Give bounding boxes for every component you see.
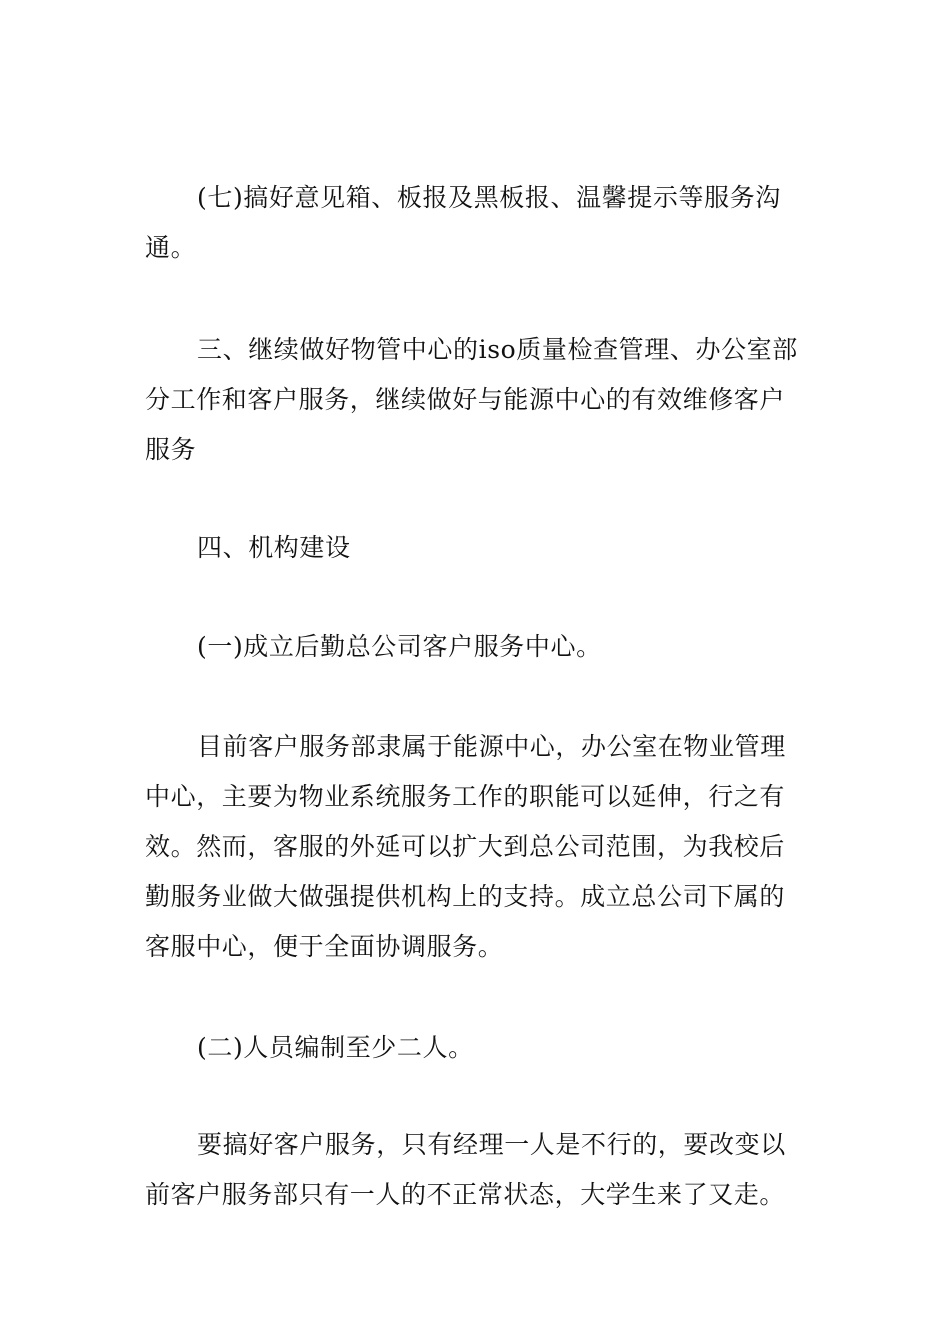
paragraph-item-1 [145,622,807,672]
paragraph-line: 分工作和客户服务，继续做好与能源中心的有效维修客户 [145,385,786,414]
paragraph-line: 三、继续做好物管中心的iso质量检查管理、办公室部 [197,335,798,364]
paragraph-line: 四、机构建设 [197,533,351,562]
paragraph-line: (七)搞好意见箱、板报及黑板报、温馨提示等服务沟 [197,183,781,212]
section-heading-4 [145,523,807,573]
paragraph-body-1 [145,722,807,972]
paragraph-line: 客服中心，便于全面协调服务。 [145,932,504,961]
paragraph-body-2 [145,1120,807,1220]
paragraph-line: 通。 [145,233,197,262]
paragraph-line: (二)人员编制至少二人。 [197,1033,474,1062]
paragraph-line: 要搞好客户服务，只有经理一人是不行的，要改变以 [197,1130,786,1159]
paragraph-line: 效。然而，客服的外延可以扩大到总公司范围，为我校后 [145,832,786,861]
paragraph-line: 勤服务业做大做强提供机构上的支持。成立总公司下属的 [145,882,786,911]
paragraph-item-7-feedback [145,173,807,273]
paragraph-line: 前客户服务部只有一人的不正常状态，大学生来了又走。 [145,1180,786,1209]
paragraph-item-2 [145,1023,807,1073]
paragraph-line: 服务 [145,435,197,464]
paragraph-line: 中心，主要为物业系统服务工作的职能可以延伸，行之有 [145,782,786,811]
paragraph-section-3 [145,325,807,475]
paragraph-line: 目前客户服务部隶属于能源中心，办公室在物业管理 [197,732,786,761]
paragraph-line: (一)成立后勤总公司客户服务中心。 [197,632,602,661]
